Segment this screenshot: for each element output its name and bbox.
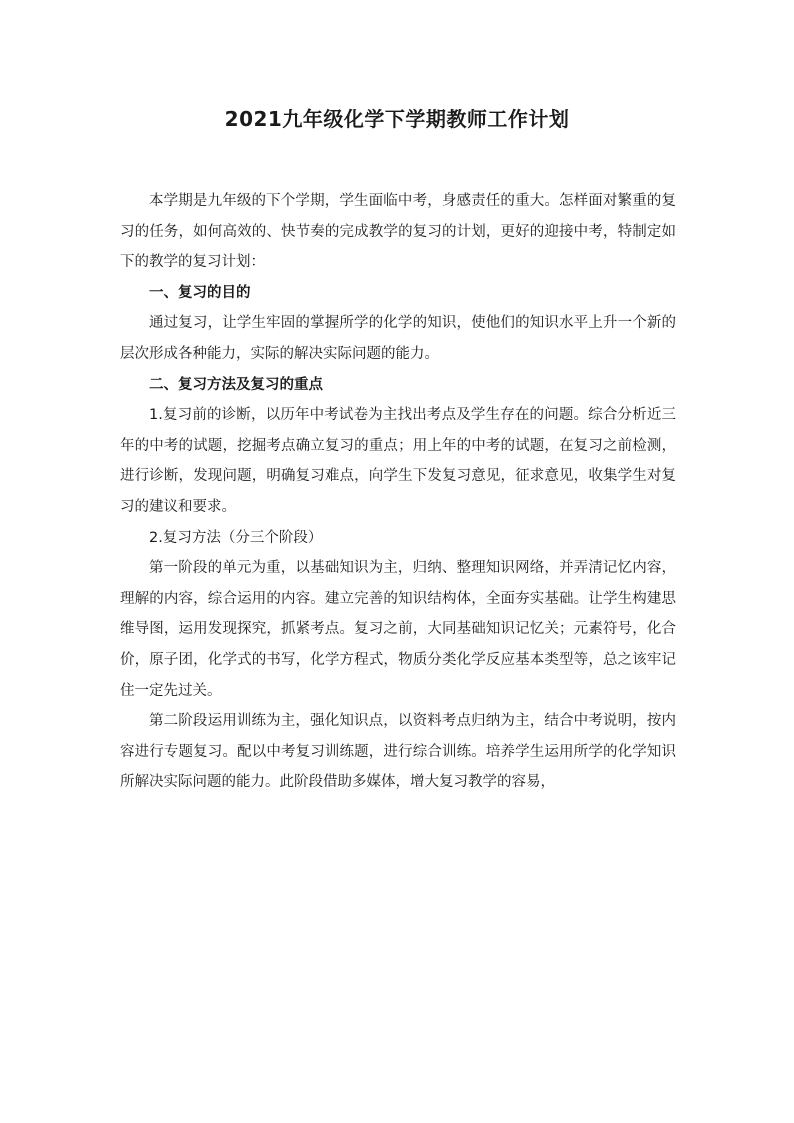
stage-one-paragraph: 第一阶段的单元为重，以基础知识为主，归纳、整理知识网络，并弄清记忆内容，理解的内容，综合运用的内容。建立完善的知识结构体，全面夯实基础。让学生构建思维导图，运用发现探究，抓紧考点。复习之前，大同基础知识记忆关；元素符号，化合价，原子团，化学式的书写，化学方程式，物质分类化学反应基本类型等，总之该牢记住一定先过关。 — [120, 560, 676, 699]
diagnosis-paragraph: 1.复习前的诊断，以历年中考试卷为主找出考点及学生存在的问题。综合分析近三年的中考的试题，挖掘考点确立复习的重点；用上年的中考的试题，在复习之前检测，进行诊断，发现问题，明确复习难点，向学生下发复习意见，征求意见，收集学生对复习的建议和要求。 — [120, 407, 676, 515]
document-title: 2021九年级化学下学期教师工作计划 — [224, 107, 570, 131]
section-heading-method: 二、复习方法及复习的重点 — [149, 376, 323, 393]
purpose-paragraph: 通过复习，让学生牢固的掌握所学的化学的知识，使他们的知识水平上升一个新的层次形成各种能力，实际的解决实际问题的能力。 — [120, 315, 676, 362]
section-heading-purpose: 一、复习的目的 — [149, 284, 251, 301]
document-body — [120, 186, 676, 798]
method-subheading: 2.复习方法（分三个阶段） — [149, 529, 323, 546]
intro-paragraph: 本学期是九年级的下个学期，学生面临中考，身感责任的重大。怎样面对繁重的复习的任务，如何高效的、快节奏的完成教学的复习的计划，更好的迎接中考，特制定如下的教学的复习计划： — [120, 193, 676, 271]
stage-two-paragraph: 第二阶段运用训练为主，强化知识点，以资料考点归纳为主，结合中考说明，按内容进行专题复习。配以中考复习训练题，进行综合训练。培养学生运用所学的化学知识所解决实际问题的能力。此阶段借助多媒体，增大复习教学的容易， — [120, 713, 676, 791]
